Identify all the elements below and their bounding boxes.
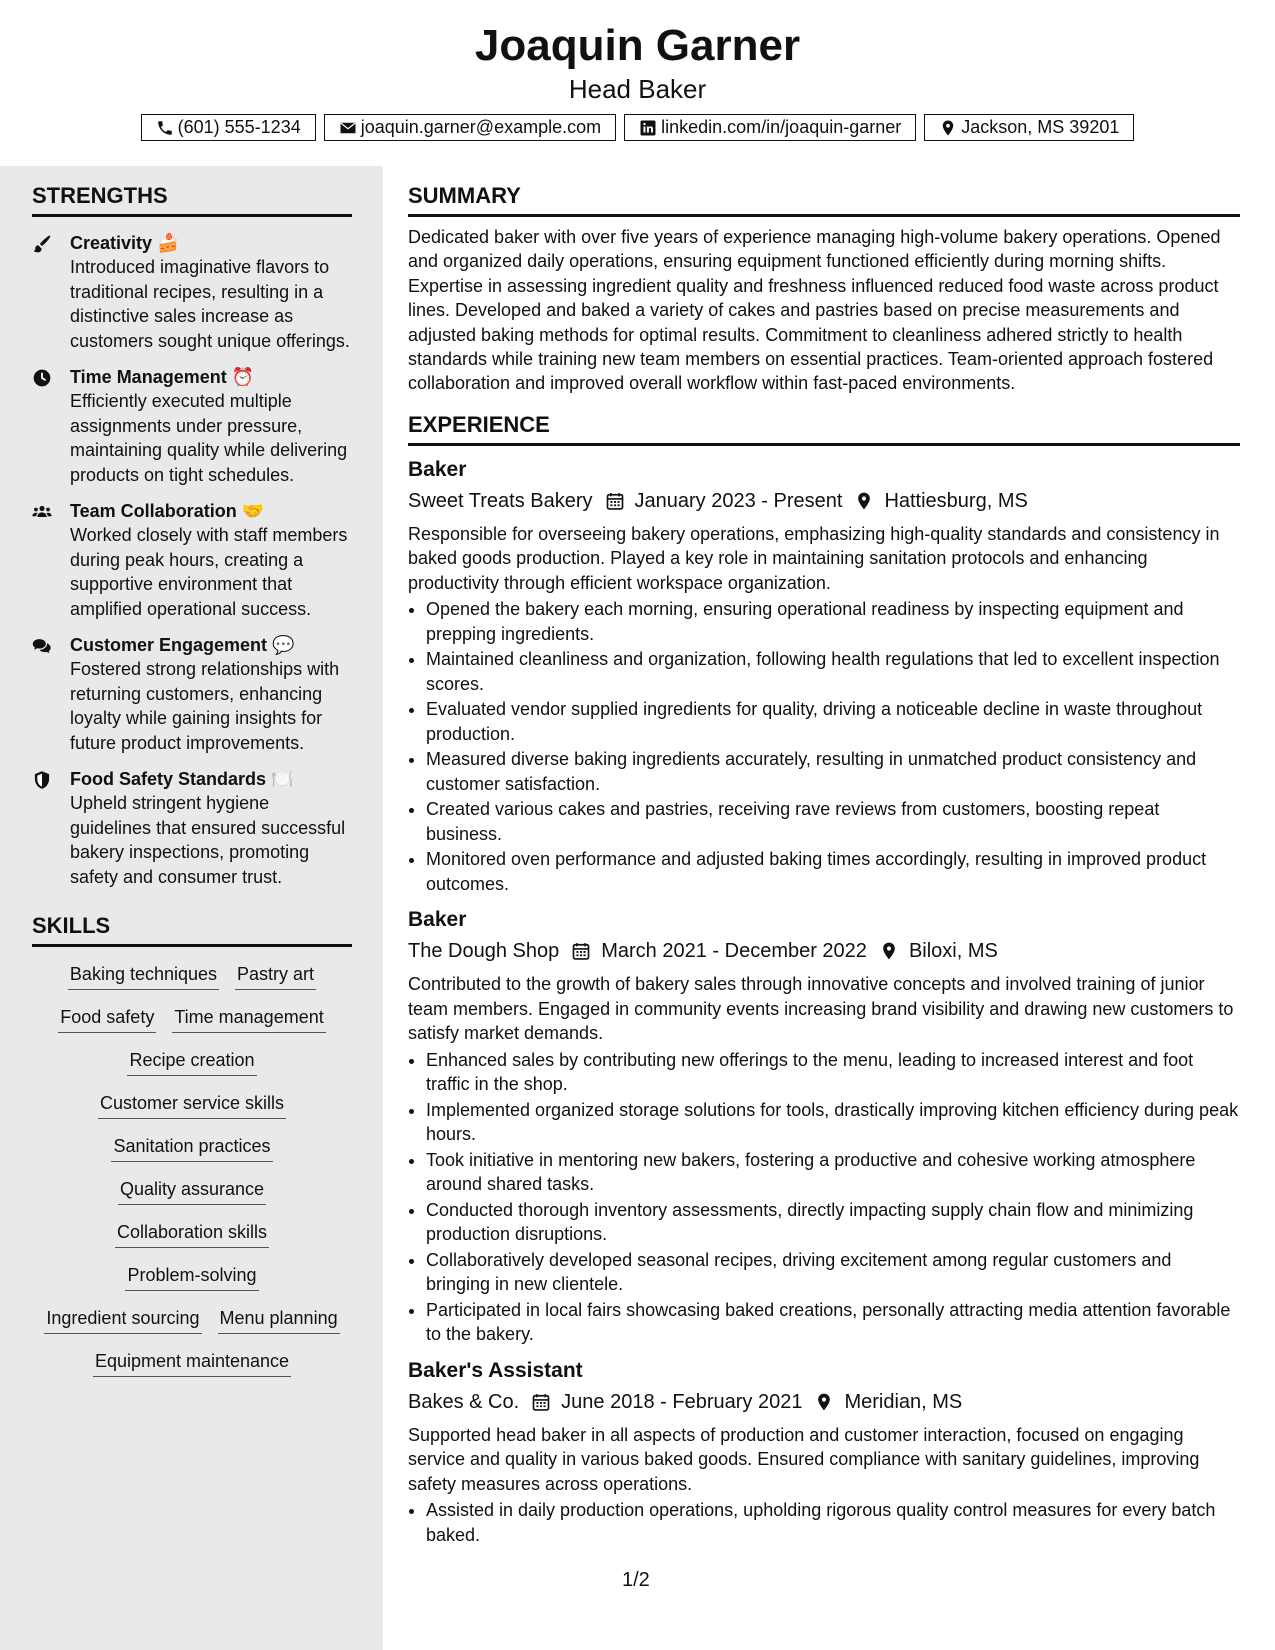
skill-tag: Sanitation practices — [111, 1133, 272, 1162]
main-content — [408, 166, 1240, 1548]
skill-tag: Menu planning — [218, 1305, 340, 1334]
job-entry — [408, 906, 1240, 1347]
contact-email[interactable] — [324, 114, 616, 141]
strength-name: Customer Engagement — [70, 635, 268, 655]
speech-bubble-emoji: 💬 — [272, 635, 295, 655]
bullet-item: • Took initiative in mentoring new bakers, fostering a productive and cohesive working atmosphere around shared tasks. — [426, 1148, 1240, 1197]
cake-emoji: 🍰 — [157, 233, 180, 253]
strength-item — [32, 499, 352, 621]
job-meta — [408, 486, 1240, 516]
bullet-item: • Maintained cleanliness and organization, following health regulations that led to excellent inspection scores. — [426, 647, 1240, 696]
strength-item — [32, 633, 352, 755]
skill-tag: Pastry art — [235, 961, 316, 990]
job-bullets — [408, 1498, 1240, 1547]
job-bullets — [408, 597, 1240, 896]
skill-row — [32, 1047, 352, 1076]
skill-tag: Recipe creation — [127, 1047, 256, 1076]
job-entry — [408, 1357, 1240, 1548]
strength-description: Efficiently executed multiple assignments under pressure, maintaining quality while delivering products on tight schedules. — [70, 391, 348, 485]
phone-text: (601) 555-1234 — [177, 117, 301, 137]
paintbrush-icon — [32, 231, 70, 353]
sidebar — [0, 166, 383, 1650]
strength-name: Food Safety Standards — [70, 769, 267, 789]
bullet-item: • Monitored oven performance and adjusted baking times accordingly, resulting in improved product outcomes. — [426, 847, 1240, 896]
bullet-item: • Evaluated vendor supplied ingredients for quality, driving a noticeable decline in waste throughout production. — [426, 697, 1240, 746]
bullet-item: • Assisted in daily production operations, upholding rigorous quality control measures for every batch baked. — [426, 1498, 1240, 1547]
skill-row — [32, 961, 352, 990]
comments-icon — [32, 633, 70, 755]
job-dates: June 2018 - February 2021 — [561, 1390, 803, 1413]
contact-phone[interactable] — [141, 114, 316, 141]
job-location: Hattiesburg, MS — [884, 489, 1028, 512]
bullet-item: • Participated in local fairs showcasing baked creations, personally attracting media attention favorable to the bakery. — [426, 1298, 1240, 1347]
skill-tag: Equipment maintenance — [93, 1348, 291, 1377]
skills-list — [32, 961, 352, 1377]
email-text: joaquin.garner@example.com — [360, 117, 602, 137]
skill-tag: Quality assurance — [118, 1176, 266, 1205]
job-title: Baker's Assistant — [408, 1358, 583, 1382]
company-name: Bakes & Co. — [408, 1390, 520, 1413]
strength-item — [32, 365, 352, 487]
skill-tag: Collaboration skills — [115, 1219, 269, 1248]
page-number: 1/2 — [622, 1569, 650, 1591]
candidate-title: Head Baker — [568, 74, 707, 104]
strength-description: Upheld stringent hygiene guidelines that ensured successful bakery inspections, promoting safety and consumer trust. — [70, 793, 346, 887]
strength-item — [32, 767, 352, 889]
users-icon — [32, 499, 70, 621]
calendar-icon — [605, 491, 625, 511]
job-dates: March 2021 - December 2022 — [601, 940, 867, 963]
location-text: Jackson, MS 39201 — [961, 117, 1120, 137]
job-dates: January 2023 - Present — [634, 489, 843, 512]
bullet-item: • Created various cakes and pastries, receiving rave reviews from customers, boosting repeat business. — [426, 797, 1240, 846]
job-description: Responsible for overseeing bakery operations, emphasizing high-quality standards and consistency in baked goods production. Played a key role in maintaining sanitation protocols and enhancing productivity through efficient workspace organization. — [408, 523, 1220, 593]
handshake-emoji: 🤝 — [241, 501, 265, 521]
envelope-icon — [339, 119, 357, 137]
strength-name: Time Management — [70, 367, 227, 387]
job-title: Baker — [408, 457, 467, 481]
bullet-item: • Implemented organized storage solutions for tools, drastically improving kitchen efficiency during peak hours. — [426, 1098, 1240, 1147]
summary-heading: SUMMARY — [408, 183, 1240, 217]
skill-row — [32, 1348, 352, 1377]
phone-icon — [156, 119, 174, 137]
shield-icon — [32, 767, 70, 889]
contact-location[interactable] — [924, 114, 1134, 141]
skill-row — [32, 1004, 352, 1033]
bullet-item: • Conducted thorough inventory assessments, directly impacting supply chain flow and minimizing production disruptions. — [426, 1198, 1240, 1247]
skill-tag: Baking techniques — [68, 961, 219, 990]
skill-tag: Customer service skills — [98, 1090, 286, 1119]
map-pin-icon — [939, 119, 957, 137]
strengths-heading: STRENGTHS — [32, 183, 352, 217]
calendar-icon — [531, 1392, 551, 1412]
job-meta — [408, 1387, 1240, 1417]
skill-row — [32, 1219, 352, 1248]
job-meta — [408, 936, 1240, 966]
strength-item — [32, 231, 352, 353]
company-name: The Dough Shop — [408, 940, 560, 963]
contact-bar — [0, 114, 1275, 141]
strength-name: Creativity — [70, 233, 153, 253]
skill-tag: Problem-solving — [125, 1262, 258, 1291]
map-pin-icon — [854, 491, 874, 511]
job-bullets — [408, 1048, 1240, 1347]
linkedin-icon — [639, 119, 657, 137]
bullet-item: • Measured diverse baking ingredients accurately, resulting in unmatched product consistency and customer satisfaction. — [426, 747, 1240, 796]
plate-emoji: 🍽️ — [271, 769, 294, 789]
alarm-clock-emoji: ⏰ — [231, 367, 255, 387]
bullet-item: • Opened the bakery each morning, ensuring operational readiness by inspecting equipment and prepping ingredients. — [426, 597, 1240, 646]
clock-icon — [32, 365, 70, 487]
linkedin-text: linkedin.com/in/joaquin-garner — [661, 117, 902, 137]
skill-row — [32, 1133, 352, 1162]
job-description: Contributed to the growth of bakery sales through innovative concepts and involved training of junior team members. Engaged in community events increasing brand visibility and drawing new customers to satisfy market demands. — [408, 974, 1234, 1044]
bullet-item: • Collaboratively developed seasonal recipes, driving excitement among regular customers and bringing in new clientele. — [426, 1248, 1240, 1297]
job-entry — [408, 456, 1240, 897]
job-location: Meridian, MS — [844, 1390, 963, 1413]
strength-name: Team Collaboration — [70, 501, 237, 521]
skill-row — [32, 1090, 352, 1119]
skill-row — [32, 1262, 352, 1291]
bullet-item: • Enhanced sales by contributing new offerings to the menu, leading to increased interest and foot traffic in the shop. — [426, 1048, 1240, 1097]
resume-header — [0, 0, 1275, 166]
job-title: Baker — [408, 908, 467, 932]
skill-row — [32, 1305, 352, 1334]
skill-tag: Time management — [172, 1004, 325, 1033]
job-location: Biloxi, MS — [908, 940, 998, 963]
experience-heading: EXPERIENCE — [408, 412, 1240, 446]
strength-description: Worked closely with staff members during peak hours, creating a supportive environment that amplified operational success. — [70, 525, 348, 619]
skill-row — [32, 1176, 352, 1205]
skill-tag: Ingredient sourcing — [44, 1305, 201, 1334]
candidate-name: Joaquin Garner — [474, 21, 801, 70]
summary-text: Dedicated baker with over five years of experience managing high-volume bakery operations. Opened and organized daily operations, ensuring equipment functioned efficiently during morning shifts. Expertise in assessing ingredient quality and freshness influenced reduced food waste across product lines. Developed and baked a variety of cakes and pastries based on precise measurements and adjusted baking methods for optimal results. Commitment to cleanliness adhered strictly to health standards while training new team members on essential practices. Team-oriented approach fostered collaboration and improved overall workflow within fast-paced environments. — [408, 227, 1221, 394]
job-description: Supported head baker in all aspects of production and customer interaction, focused on engaging service and quality in various baked goods. Ensured compliance with sanitary guidelines, improving safety measures across operations. — [408, 1424, 1200, 1494]
skills-heading: SKILLS — [32, 913, 352, 947]
strength-description: Introduced imaginative flavors to traditional recipes, resulting in a distinctive sales increase as customers sought unique offerings. — [70, 257, 350, 351]
company-name: Sweet Treats Bakery — [408, 489, 593, 512]
calendar-icon — [571, 941, 591, 961]
map-pin-icon — [879, 941, 899, 961]
contact-linkedin[interactable] — [624, 114, 916, 141]
strength-description: Fostered strong relationships with returning customers, enhancing loyalty while gaining insights for future product improvements. — [70, 659, 340, 753]
skill-tag: Food safety — [58, 1004, 156, 1033]
map-pin-icon — [814, 1392, 834, 1412]
